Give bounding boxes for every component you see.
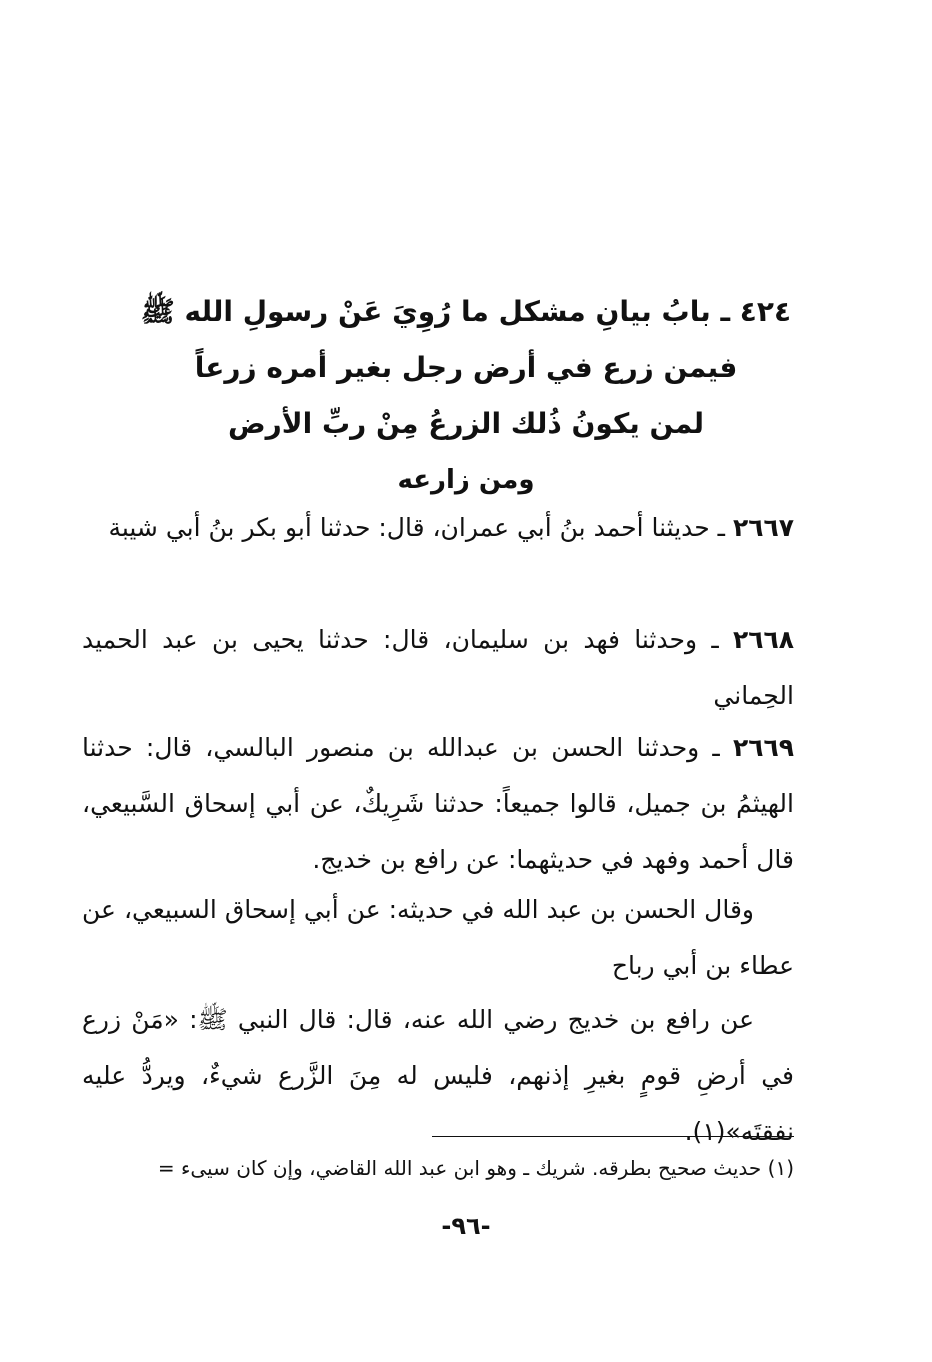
- chapter-title-line-3: لمن يكونُ ذُلك الزرعُ مِنْ ربِّ الأرض: [228, 407, 704, 440]
- chapter-title-line-1: ٤٢٤ ـ بابُ بيانِ مشكل ما رُوِيَ عَنْ رسولِ الله ﷺ: [140, 295, 792, 328]
- hadith-number: ٢٦٦٧: [732, 513, 794, 542]
- hadith-2668: [82, 612, 794, 724]
- footnote: (١) حديث صحيح بطرقه. شريك ـ وهو ابن عبد الله القاضي، وإن كان سيىء =: [157, 1156, 794, 1180]
- page-number: -٩٦-: [441, 1212, 491, 1240]
- hadith-text: ـ وحدثنا فهد بن سليمان، قال: حدثنا يحيى بن عبد الحميد الحِماني: [82, 625, 794, 710]
- footnote-separator: [432, 1136, 794, 1137]
- chapter-title-line-2: فيمن زرع في أرض رجل بغير أمره زرعاً: [194, 351, 738, 384]
- isnad-paragraph: وقال الحسن بن عبد الله في حديثه: عن أبي إسحاق السبيعي، عن عطاء بن أبي رباح: [82, 895, 794, 980]
- chapter-title-line-4: ومن زارعه: [397, 465, 535, 495]
- hadith-text: ـ وحدثنا الحسن بن عبدالله بن منصور البالسي، قال: حدثنا الهيثمُ بن جميل، قالوا جميعاً: حدثنا شَرِيكٌ، عن أبي إسحاق السَّبيعي، قال أحمد وفهد في حديثهما: عن رافع بن خديج.: [82, 733, 794, 874]
- hadith-2669: [82, 720, 794, 888]
- hadith-number: ٢٦٦٨: [732, 625, 794, 654]
- hadith-2667: [82, 500, 794, 556]
- hadith-text: ـ حديثنا أحمد بنُ أبي عمران، قال: حدثنا أبو بكر بنُ أبي شيبة: [108, 513, 733, 542]
- hadith-number: ٢٦٦٩: [732, 733, 794, 762]
- matn-paragraph: عن رافع بن خديج رضي الله عنه، قال: قال النبي ﷺ: «مَنْ زرع في أرضِ قومٍ بغيرِ إذنهم، فليس له مِنَ الزَّرع شيءٌ، ويردُّ عليه نفقتَه»(١).: [82, 1005, 794, 1146]
